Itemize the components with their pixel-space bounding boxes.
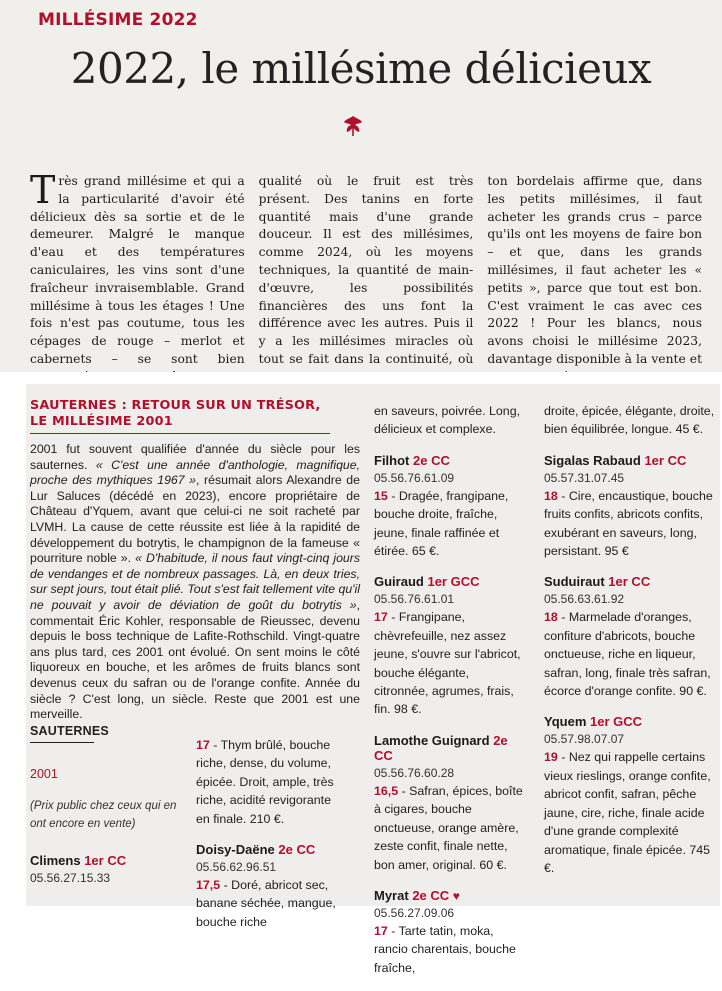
text: Dragée, frangipane, bouche droite, fraîche, jeune, finale raffinée et étirée. 65 €. [374, 488, 509, 559]
text: Sigalas Rabaud [544, 452, 641, 468]
vine-leaf-ornament-icon [340, 113, 366, 139]
text: Climens [30, 853, 81, 868]
text: Cire, encaustique, bouche fruits confits, abricots confits, exubérant en saveurs, long, persistant. 95 € [544, 488, 713, 559]
intro-text-1: rès grand millésime et qui a la particularité d'avoir été délicieux dès sa sortie et de le demeurer. Malgré le manque d'eau et des températures caniculaires, les vins sont d'une fraîcheur invraisemblable. Grand millésime à tous les étages ! Une fois n'est pas coutume, tous les cépages de rouge – merlot et cabernets – se sont bien [30, 174, 245, 366]
dropcap: T [30, 168, 56, 212]
page-divider [0, 372, 722, 384]
intro-columns [30, 168, 703, 404]
text: Suduiraut [544, 574, 605, 590]
text: Doisy-Daëne [196, 842, 275, 858]
wine-phone: 05.57.31.07.45 [544, 470, 625, 485]
heart-icon: ♥ [452, 888, 460, 903]
wine-doisy-cont [374, 402, 524, 439]
intro-col-3 [487, 173, 702, 404]
sauternes-body [30, 442, 360, 723]
text: 1er CC [644, 452, 687, 468]
wine-name [196, 842, 346, 857]
body-part-2: , résumait alors Alexandre de Lur Saluces (décédé en 2023), encore propriétaire de Château d'Yquem, avant que celui-ci ne soit racheté par LVMH. La cause de cette réussite est liée à la rapidité de développement du botrytis, le champignon de la fameuse « pourriture noble ». [30, 473, 360, 566]
tasting-col-3 [544, 402, 716, 891]
text: 17 [374, 923, 388, 938]
text: Frangipane, chèvrefeuille, nez assez jeune, s'ouvre sur l'abricot, bouche élégante, citronnée, agrumes, frais, fin. 98 €. [374, 610, 521, 717]
text: 2e CC [412, 887, 450, 903]
text: Doré, abricot sec, banane séchée, mangue, bouche riche [196, 878, 336, 929]
wine-climens [30, 853, 190, 885]
text: 1er GCC [590, 714, 643, 730]
text: Lamothe Guignard [374, 732, 490, 748]
subhead-line-1: SAUTERNES : RETOUR SUR UN TRÉSOR, [30, 398, 321, 413]
text: 2e CC [413, 452, 450, 468]
tasting-col-1 [196, 734, 346, 945]
wine-myrat: Myrat 2e CC ♥ 05.56.27.09.06 17 - Tarte tatin, moka, rancio charentais, bouche fraîche, [374, 888, 524, 977]
subhead-rule [30, 433, 330, 434]
wine-phone: 05.56.63.61.92 [544, 592, 625, 607]
text: Safran, épices, boîte à cigares, bouche onctueuse, orange amère, zeste confit, finale nette, bon amer, original. 60 €. [374, 783, 523, 872]
text: 19 [544, 750, 558, 765]
intro-col-2 [259, 173, 474, 404]
wine-phone: 05.56.27.15.33 [30, 871, 111, 885]
wine-phone: 05.56.76.61.09 [374, 470, 455, 485]
text: 1er CC [84, 853, 127, 868]
text: Yquem [544, 714, 587, 730]
wine-phone: 05.56.27.09.06 [374, 905, 455, 920]
sauternes-intro [30, 398, 360, 723]
body-part-1: 2001 fut souvent qualifiée d'année du siècle pour les sauternes. [30, 442, 360, 472]
wine-filhot: Filhot 2e CC 05.56.76.61.09 15 - Dragée, frangipane, bouche droite, fraîche, jeune, finale raffinée et étirée. 65 €. [374, 453, 524, 561]
text: 15 [374, 488, 388, 503]
text: Nez qui rappelle certains vieux rieslings, orange confite, abricot confit, safran, pêche jaune, cire, riche, finale acide d'une grande complexité aromatique, finale épicée. 745 €. [544, 750, 711, 875]
wine-guiraud: Guiraud 1er GCC 05.56.76.61.01 17 - Frangipane, chèvrefeuille, nez assez jeune, s'ouvre sur l'abricot, bouche élégante, citronnée, agrumes, frais, fin. 98 €. [374, 574, 524, 718]
wine-lamothe: Lamothe Guignard 2e CC 05.56.76.60.28 16,5 - Safran, épices, boîte à cigares, bouche onctueuse, orange amère, zeste confit, finale nette, bon amer, original. 60 €. [374, 732, 523, 872]
wine-climens-note: 17 - Thym brûlé, bouche riche, dense, du volume, épicée. Droit, ample, très riche, acidité revigorante en finale. 210 €. [196, 738, 334, 826]
wine-phone: 05.56.76.61.01 [374, 592, 455, 607]
text: 17 [196, 738, 210, 752]
text: Tarte tatin, moka, rancio charentais, bouche fraîche, [374, 923, 516, 975]
wine-name [544, 453, 716, 468]
kicker: MILLÉSIME 2022 [38, 10, 198, 30]
text: Marmelade d'oranges, confiture d'abricots, bouche onctueuse, riche en liqueur, safran, long, finale très safran, écorce d'orange confite. 90 €. [544, 610, 711, 699]
wine-name [30, 853, 190, 868]
text: Thym brûlé, bouche riche, dense, du volume, épicée. Droit, ample, très riche, acidité revigorante en finale. 210 €. [196, 738, 334, 826]
subhead-line-2: LE MILLÉSIME 2001 [30, 414, 173, 429]
quote-1: « C'est une année d'anthologie, magnifique, proche des mythiques 1967 » [30, 457, 360, 488]
wine-name [374, 733, 524, 763]
wine-yquem: Yquem 1er GCC 05.57.98.07.07 19 - Nez qui rappelle certains vieux rieslings, orange confite, abricot confit, safran, pêche jaune, cire, riche, finale acide d'une grande complexité aromatique, finale épicée. 745 €. [544, 714, 716, 877]
headline: 2022, le millésime délicieux [70, 44, 652, 93]
wine-name [374, 574, 524, 589]
section-sauternes [30, 724, 190, 899]
text: 1er CC [608, 574, 651, 590]
wine-phone: 05.56.76.60.28 [374, 765, 455, 780]
text: Guiraud [374, 574, 424, 590]
intro-text-3: ton bordelais affirme que, dans les petits millésimes, il faut acheter les grands crus – parce qu'ils ont les moyens de faire bon – et que, dans les grands millésimes, il faut acheter les « petits », parce que tout est bon. C'est vraiment le cas avec ces 2022 ! Pour les blancs, nous avons choisi le millésime 2023, davantage disponible à la vente et [487, 174, 703, 366]
wine-name [544, 714, 716, 729]
wine-sigalas: Sigalas Rabaud 1er CC 05.57.31.07.45 18 - Cire, encaustique, bouche fruits confits, abricots confits, exubérant en saveurs, long, persistant. 95 € [544, 453, 716, 561]
section-rule [30, 742, 94, 743]
wine-phone: 05.56.62.96.51 [196, 860, 277, 875]
wine-name [544, 574, 716, 589]
quote-2: « D'habitude, il nous faut vingt-cinq jours de vendanges et de nombreux passages. Là, en deux tries, sur sept jours, tout était plié. Tout s'est fait tellement vite qu'il ne pouvait y avoir de déviation de goût du botrytis » [30, 551, 360, 612]
section-year: 2001 [30, 767, 58, 781]
tasting-col-2 [374, 402, 524, 991]
text: droite, épicée, élégante, droite, bien équilibrée, longue. 45 €. [544, 404, 715, 437]
wine-phone: 05.57.98.07.07 [544, 732, 625, 747]
wine-suduiraut: Suduiraut 1er CC 05.56.63.61.92 18 - Marmelade d'oranges, confiture d'abricots, bouche onctueuse, riche en liqueur, safran, long, finale très safran, écorce d'orange confite. 90 €. [544, 574, 716, 700]
text: Myrat [374, 887, 409, 903]
text: 17 [374, 610, 388, 625]
text: 1er GCC [427, 574, 480, 590]
intro-text-2: qualité où le fruit est très présent. Des tanins en forte quantité mais d'une grande douceur. Il est des millésimes, comme 2024, où les moyens techniques, la quantité de main-d'œuvre, les possibilités financières des uns font la différence avec les autres. Puis il y a les millésimes miracles où tout se fait dans la continuité, où [258, 174, 474, 366]
intro-col-1 [30, 168, 245, 404]
wine-doisy: Doisy-Daëne 2e CC 05.56.62.96.51 17,5 - Doré, abricot sec, banane séchée, mangue, bouche riche [196, 842, 346, 931]
text: 16,5 [374, 783, 399, 798]
text: 18 [544, 610, 558, 625]
wine-name [374, 453, 524, 468]
price-note: (Prix public chez ceux qui en ont encore en vente) [30, 800, 177, 830]
text: Filhot [374, 452, 410, 468]
wine-name [374, 888, 524, 903]
body-part-3: , commentait Éric Kohler, responsable de Rieussec, devenu depuis le boss technique de Lafite-Rothschild. Vingt-quatre ans plus tard, ces 2001 ont évolué. On sent moins le côté liquoreux en bouche, et les arômes de fruits blancs sont devenus ceux du safran ou de l'orange confite. Année du siècle ? C'est long, un siècle. Reste que 2001 est une merveille. [30, 597, 360, 722]
text: en saveurs, poivrée. Long, délicieux et complexe. [374, 404, 521, 437]
text: 2e CC [374, 732, 508, 763]
text: 18 [544, 488, 558, 503]
text: 2e CC [278, 842, 316, 858]
section-label: SAUTERNES [30, 724, 109, 738]
wine-myrat-cont [544, 402, 716, 439]
text: 17,5 [196, 878, 221, 893]
